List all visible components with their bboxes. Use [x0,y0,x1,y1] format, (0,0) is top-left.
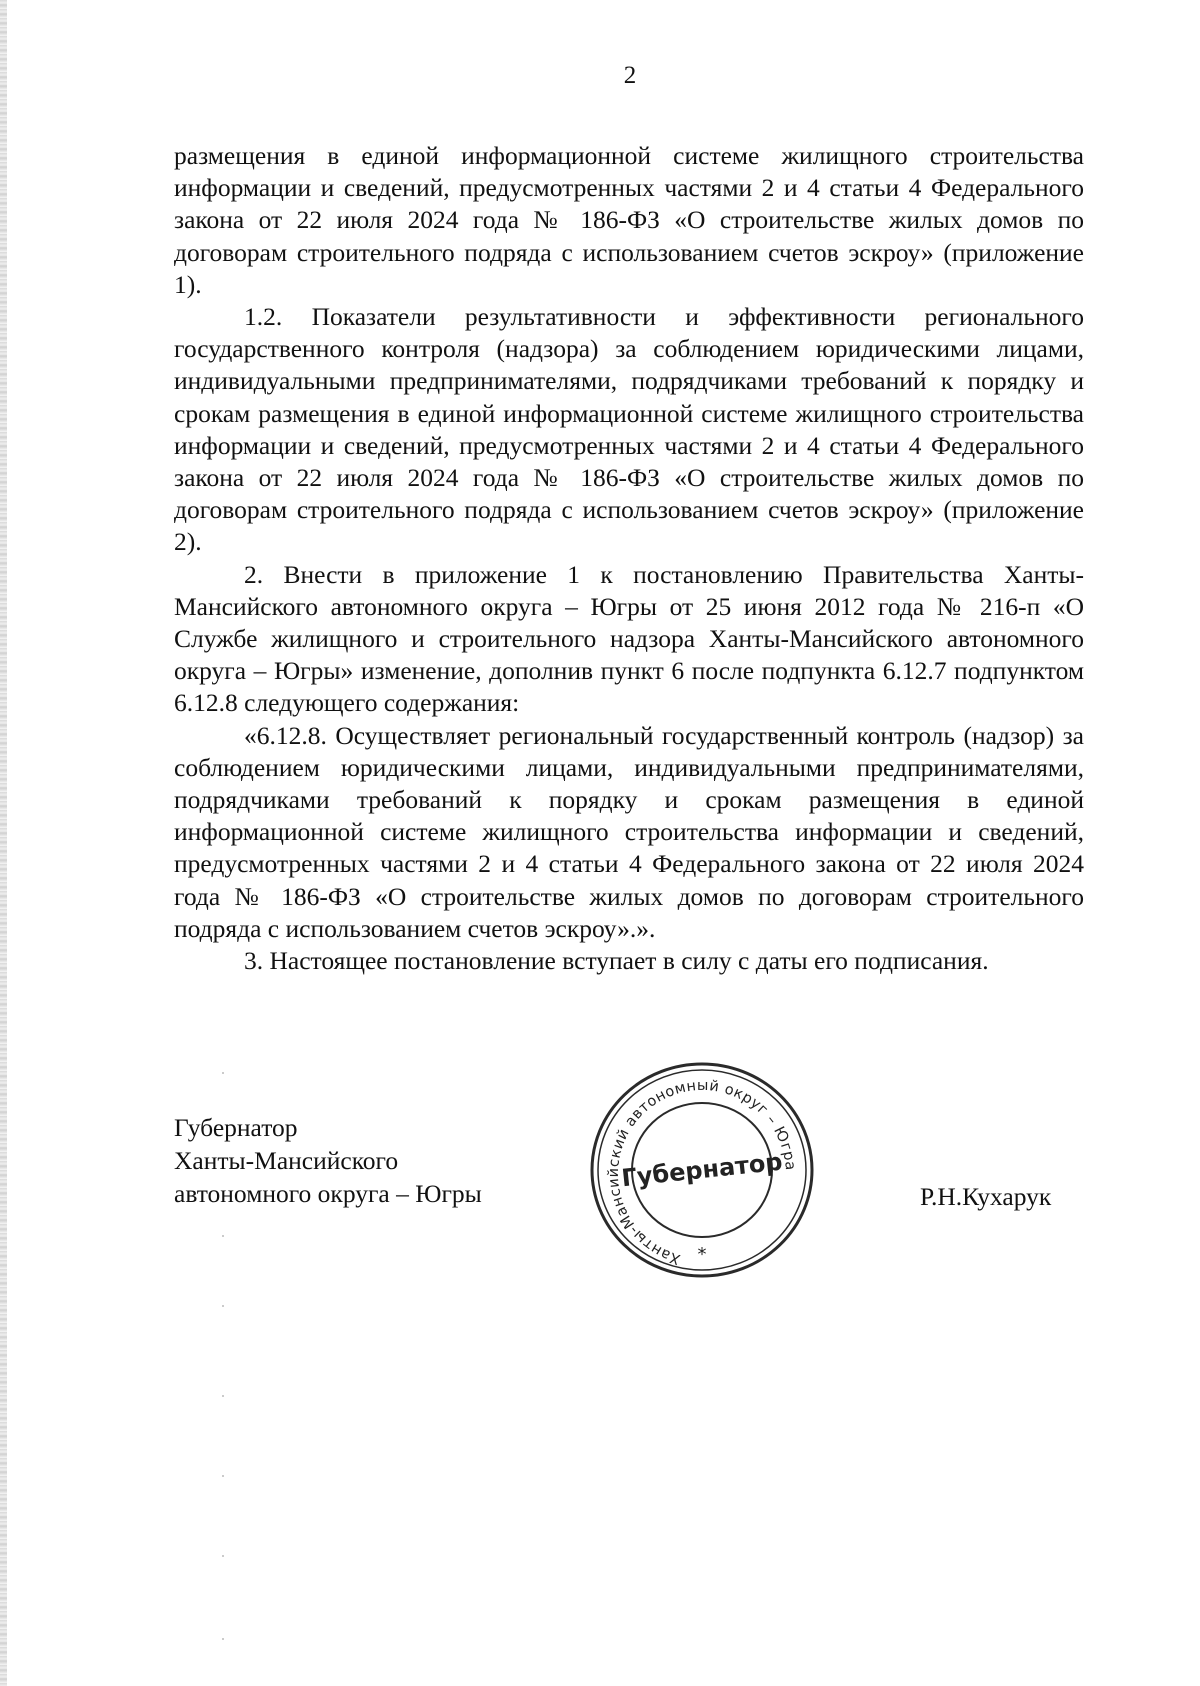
scan-speck [222,1395,224,1397]
signatory-position [174,1111,482,1210]
scan-speck [222,1235,224,1237]
paragraph-6-12-8: «6.12.8. Осуществляет региональный государственный контроль (надзор) за соблюдением юридическими лицами, индивидуальными предпринимателями, подрядчиками требований к порядку и срокам размещения в единой информационной системе жилищного строительства информации и сведений, предусмотренных частями 2 и 4 статьи 4 Федерального закона от 22 июля 2024 года № 186-ФЗ «О строительстве жилых домов по договорам строительного подряда с использованием счетов эскроу».». [174,720,1084,943]
scan-edge [0,0,7,1686]
paragraph-continuation: размещения в единой информационной системе жилищного строительства информации и сведений, предусмотренных частями 2 и 4 статьи 4 Федерального закона от 22 июля 2024 года № 186-ФЗ «О строительстве жилых домов по договорам строительного подряда с использованием счетов эскроу» (приложение 1). [174,141,1084,299]
scan-speck [222,1555,224,1557]
signatory-position-line: Губернатор [174,1113,298,1142]
official-seal [588,1060,816,1280]
body-text [174,140,1084,977]
signatory-name: Р.Н.Кухарук [920,1182,1052,1211]
seal-center-text: Губернатор [620,1147,784,1193]
scan-speck [222,1475,224,1477]
signatory-position-line: автономного округа – Югры [174,1179,482,1208]
scan-speck [222,1072,224,1074]
scan-speck [222,1305,224,1307]
paragraph-3: 3. Настоящее постановление вступает в силу с даты его подписания. [244,946,989,976]
page-number: 2 [623,62,637,89]
scan-speck [222,1638,224,1640]
seal-star-icon: * [697,1244,707,1265]
signatory-position-line: Ханты-Мансийского [174,1146,399,1175]
paragraph-2: 2. Внести в приложение 1 к постановлению Правительства Ханты-Мансийского автономного округа – Югры от 25 июня 2012 года № 216-п «О Службе жилищного и строительного надзора Ханты-Мансийского автономного округа – Югры» изменение, дополнив пункт 6 после подпункта 6.12.7 подпунктом 6.12.8 следующего содержания: [174,559,1084,718]
paragraph-1-2: 1.2. Показатели результативности и эффективности регионального государственного контроля (надзора) за соблюдением юридическими лицами, индивидуальными предпринимателями, подрядчиками требований к порядку и срокам размещения в единой информационной системе жилищного строительства информации и сведений, предусмотренных частями 2 и 4 статьи 4 Федерального закона от 22 июля 2024 года № 186-ФЗ «О строительстве жилых домов по договорам строительного подряда с использованием счетов эскроу» (приложение 2). [174,302,1084,557]
seal-ring-text: Ханты-Мансийский автономный округ – Югра [605,1077,799,1267]
